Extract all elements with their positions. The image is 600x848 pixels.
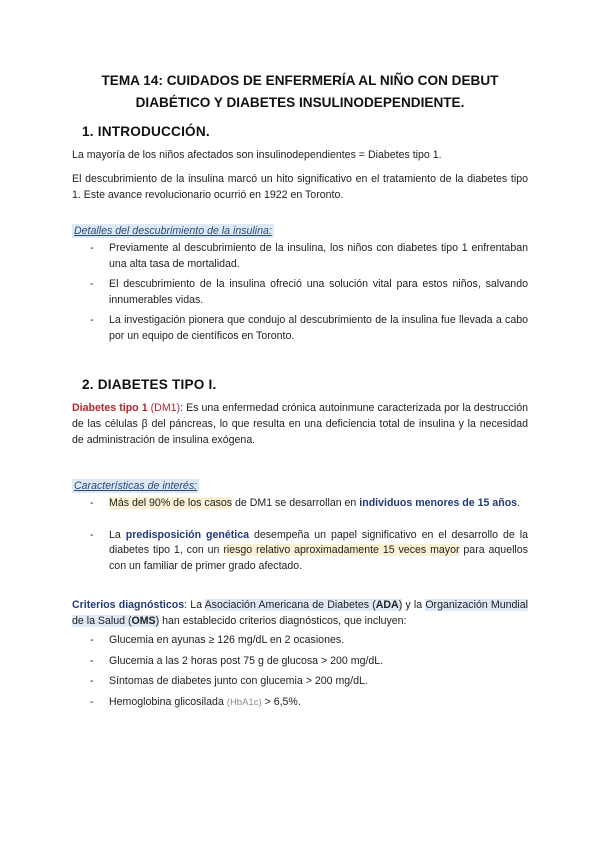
- text-fragment: Organización Mundial de la Salud (: [72, 599, 529, 627]
- document-title: [72, 70, 528, 114]
- definition-term: Diabetes tipo 1: [72, 402, 148, 414]
- list-item: [72, 496, 528, 512]
- text-fragment: y la: [402, 599, 426, 611]
- title-line-1: TEMA 14: CUIDADOS DE ENFERMERÍA AL NIÑO CON DEBUT: [101, 73, 499, 88]
- highlight-under-15: individuos menores de 15 años: [359, 497, 518, 509]
- section-2-heading: 2. DIABETES TIPO I.: [82, 377, 217, 392]
- criteria-paragraph: [72, 597, 528, 629]
- definition-text: : Es una enfermedad crónica autoinmune caracterizada por la destrucción de las células β del páncreas, lo que resulta en una deficiencia total de insulina y la necesidad de administración de insulina exógena.: [72, 402, 528, 446]
- characteristics-list: [72, 496, 528, 574]
- text-fragment: ): [155, 615, 160, 627]
- criteria-term: Criterios diagnósticos: [72, 599, 185, 611]
- text-fragment: ): [398, 599, 403, 611]
- list-item: - Glucemia en ayunas ≥ 126 mg/dL en 2 ocasiones.: [72, 633, 528, 649]
- hba1c-abbr: (HbA1c): [226, 696, 262, 708]
- ada-abbr: ADA: [375, 599, 399, 611]
- intro-paragraph-2: El descubrimiento de la insulina marcó un hito significativo en el tratamiento de la diabetes tipo 1. Este avance revolucionario ocurrió en 1922 en Toronto.: [72, 173, 528, 201]
- title-line-2: DIABÉTICO Y DIABETES INSULINODEPENDIENTE.: [135, 95, 465, 110]
- list-item: - Previamente al descubrimiento de la insulina, los niños con diabetes tipo 1 enfrentaban una alta tasa de mortalidad.: [72, 241, 528, 272]
- list-item: [72, 528, 528, 575]
- intro-paragraph-1: La mayoría de los niños afectados son insulinodependientes = Diabetes tipo 1.: [72, 149, 442, 161]
- highlight-genetic: predisposición genética: [125, 528, 250, 541]
- document-page: [72, 70, 528, 715]
- highlight-relative-risk: riesgo relativo aproximadamente 15 veces mayor: [223, 544, 460, 556]
- text-fragment: > 6,5%.: [261, 695, 301, 708]
- text-fragment: de DM1 se desarrollan en: [232, 497, 360, 509]
- list-item: - Síntomas de diabetes junto con glucemia > 200 mg/dL.: [72, 674, 528, 690]
- text-fragment: La: [109, 528, 126, 541]
- list-item: - Glucemia a las 2 horas post 75 g de glucosa > 200 mg/dL.: [72, 654, 528, 670]
- text-fragment: desempeña un papel significativo en el desarrollo de la diabetes tipo 1, con un: [109, 528, 528, 556]
- list-item: - El descubrimiento de la insulina ofreció una solución vital para estos niños, salvando innumerables vidas.: [72, 277, 528, 308]
- text-fragment: .: [517, 497, 521, 509]
- text-fragment: Asociación Americana de Diabetes (: [204, 599, 376, 611]
- highlight-90-percent: Más del 90% de los casos: [109, 497, 233, 509]
- oms-abbr: OMS: [131, 615, 156, 627]
- diabetes-definition: [72, 400, 528, 448]
- characteristics-subheading: Características de interés:: [74, 480, 198, 492]
- criteria-list: [72, 633, 528, 710]
- insulin-discovery-list: [72, 241, 528, 344]
- list-item: [72, 695, 528, 711]
- definition-abbr: (DM1): [147, 402, 181, 414]
- text-fragment: para aquellos con un familiar de primer grado afectado.: [109, 544, 528, 572]
- text-fragment: : La: [184, 599, 205, 611]
- section-1-heading: 1. INTRODUCCIÓN.: [82, 124, 210, 139]
- list-item: - La investigación pionera que condujo al descubrimiento de la insulina fue llevada a cabo por un equipo de científicos en Toronto.: [72, 313, 528, 344]
- text-fragment: han establecido criterios diagnósticos, que incluyen:: [159, 615, 407, 627]
- text-fragment: Hemoglobina glicosilada: [109, 695, 227, 708]
- insulin-discovery-subheading: Detalles del descubrimiento de la insulina:: [74, 225, 272, 237]
- ada-highlight: [205, 599, 403, 611]
